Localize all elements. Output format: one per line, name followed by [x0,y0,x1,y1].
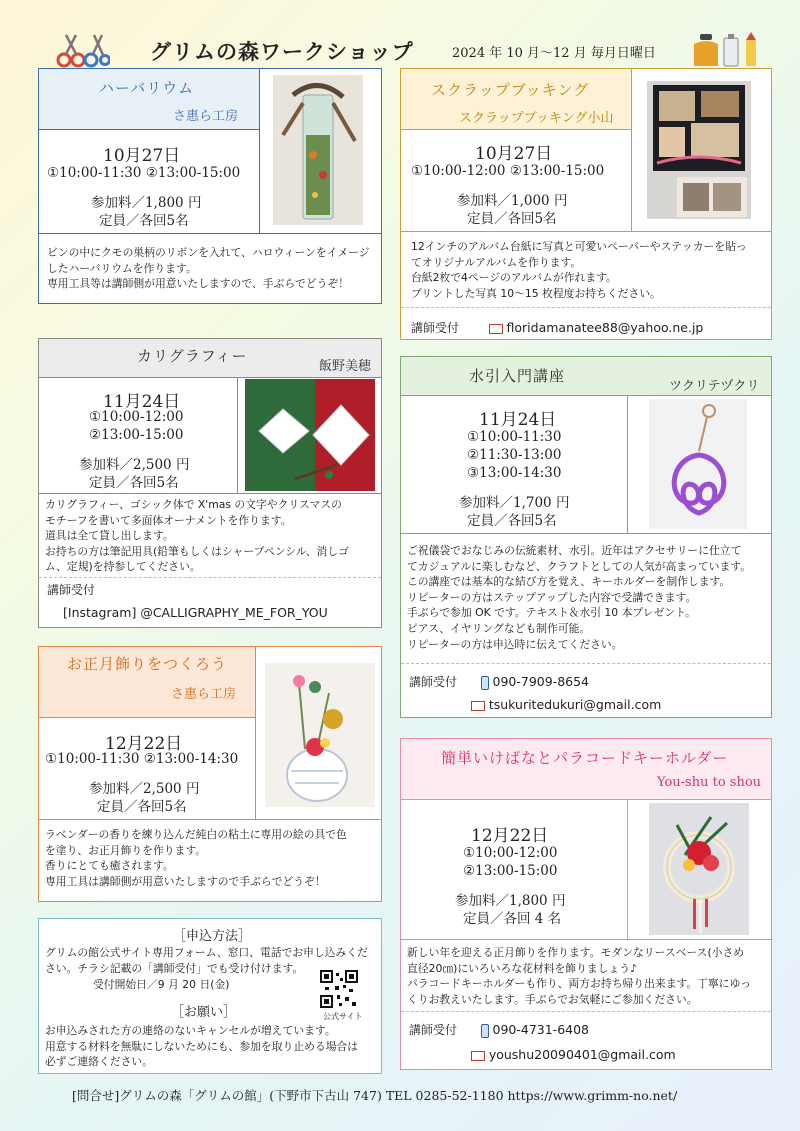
newyear-instructor: さ惠ら工房 [171,687,237,702]
mail-icon [471,701,485,711]
newyear-description: ラベンダーの香りを練り込んだ純白の粘土に専用の絵の具で色 を塗り、お正月飾りを作ります。 香りにとても癒されます。 専用工具は講師側が用意いたしますので手ぶらでどうぞ！ [45,828,347,888]
herbarium-title: ハーバリウム [99,79,195,97]
scissors-icon [56,32,110,68]
mizuhiki-time-1: ①10:00-11:30 [467,429,562,445]
mizuhiki-title: 水引入門講座 [469,367,566,385]
mail-icon [489,324,503,334]
ikebana-contact [409,1021,589,1038]
scrapbook-instructor: スクラップブッキング小山 [459,111,614,126]
calligraphy-card [38,338,382,628]
scrapbook-times: ①10:00-12:00 ②13:00-15:00 [411,163,605,179]
mizuhiki-fee: 参加料／1,700 円 [459,495,570,511]
newyear-title: お正月飾りをつくろう [67,655,228,673]
scrapbook-capacity: 定員／各回5名 [467,211,557,227]
mizuhiki-photo [649,399,747,529]
mail-icon [471,1051,485,1061]
herbarium-photo [273,75,363,225]
mizuhiki-time-3: ③13:00-14:30 [467,465,562,481]
ikebana-description: 新しい年を迎える正月飾りを作ります。モダンなリースベース(小さめ 直径20㎝)にいろいろな花材料を飾りましょう♪ パラコードキーホルダーも作り、両方お持ち帰り出来ます。丁寧にゆっ くりお教えいたします。手ぶらでお気軽にご参加ください。 [407,946,752,1006]
ikebana-photo [649,803,749,935]
calligraphy-time-2: ②13:00-15:00 [89,427,184,443]
scrapbook-description: 12インチのアルバム台紙に写真と可愛いペーパーやステッカーを貼っ てオリジナルアルバムを作ります。 台紙2枚で4ページのアルバムが作れます。 プリントした写真 10～15 枚程度お持ちください。 [411,240,747,300]
phone-icon [481,1024,489,1038]
herbarium-capacity: 定員／各回5名 [99,213,189,229]
apply-start-date: 受付開始日／9 月 20 日(金) [93,978,230,991]
mizuhiki-phone[interactable]: 090-7909-8654 [492,674,590,689]
calligraphy-title: カリグラフィー [137,347,248,365]
scrapbook-contact [411,319,703,336]
qr-label: 公式サイト [323,1012,363,1021]
calligraphy-contact-label: 講師受付 [47,583,96,597]
ikebana-time-1: ①10:00-12:00 [463,845,558,861]
calligraphy-capacity: 定員／各回5名 [89,475,179,491]
mizuhiki-email-row [471,697,661,712]
calligraphy-instructor: 飯野美穂 [319,359,372,374]
mizuhiki-description: ご祝儀袋でおなじみの伝統素材、水引。近年はアクセサリーに仕立て てカジュアルに楽しむなど、クラフトとしての人気が高まっています。 この講座では基本的な結び方を覚え、キーホルダーを制作します。 リピーターの方はステップアップした内容で受講できます。 手ぶらで参加 OK です。テキスト＆水引 10 本プレゼント。 ピアス、イヤリングなども制作可能。 リピーターの方は申込時に伝えてください。 [407,544,751,651]
calligraphy-description: カリグラフィー、ゴシック体で X'mas の文字やクリスマスの モチーフを書いて多面体オーナメントを作ります。 道具は全て貸し出します。 お持ちの方は筆記用具(鉛筆もしくはシャープペンシル、消しゴ ム、定規)を持参してください。 [45,498,349,574]
ikebana-date: 12月22日 [471,826,549,846]
apply-card [38,918,382,1074]
calligraphy-instagram[interactable]: [Instagram] @CALLIGRAPHY_ME_FOR_YOU [63,605,328,620]
ikebana-fee: 参加料／1,800 円 [455,893,566,909]
mizuhiki-card [400,356,772,718]
ikebana-email[interactable]: youshu20090401@gmail.com [488,1047,676,1062]
ikebana-capacity: 定員／各回 4 名 [463,911,562,927]
newyear-date: 12月22日 [105,734,183,754]
contact-label: 講師受付 [409,675,458,689]
apply-description: グリムの館公式サイト専用フォーム、窓口、電話でお申し込みくだ さい。チラシ記載の「講師受付」でも受け付けます。 [45,946,368,975]
ikebana-phone[interactable]: 090-4731-6408 [492,1022,590,1037]
scrapbook-photo [647,81,751,219]
herbarium-description: ビンの中にクモの巣柄のリボンを入れて、ハロウィーンをイメージ したハーバリウムを作ります。 専用工具等は講師側が用意いたしますので、手ぶらでどうぞ！ [47,246,370,291]
event-period: 2024 年 10 月～12 月 毎月日曜日 [452,46,656,61]
calligraphy-photo [245,379,375,491]
herbarium-date: 10月27日 [103,146,181,166]
craft-supplies-icon [690,30,770,70]
ikebana-title: 簡単いけばなとパラコードキーホルダー [441,749,729,767]
mizuhiki-instructor: ツクリテヅクリ [669,379,760,394]
mizuhiki-capacity: 定員／各回5名 [467,513,557,529]
newyear-fee: 参加料／2,500 円 [89,781,200,797]
footer-contact: [問合せ]グリムの森「グリムの館」(下野市下古山 747) TEL 0285-52-1180 https://www.grimm-no.net/ [72,1088,678,1103]
contact-label: 講師受付 [411,321,460,335]
ikebana-time-2: ②13:00-15:00 [463,863,558,879]
phone-icon [481,676,489,690]
mizuhiki-email[interactable]: tsukuritedukuri@gmail.com [488,697,662,712]
newyear-times: ①10:00-11:30 ②13:00-14:30 [45,751,239,767]
scrapbook-email[interactable]: floridamanatee88@yahoo.ne.jp [506,320,704,335]
scrapbook-fee: 参加料／1,000 円 [457,193,568,209]
ikebana-card [400,738,772,1070]
ikebana-email-row [471,1047,676,1062]
request-heading: ［お願い］ [171,1005,237,1020]
scrapbook-title: スクラップブッキング [431,81,590,99]
contact-label: 講師受付 [409,1023,458,1037]
calligraphy-date: 11月24日 [103,392,181,412]
apply-heading: ［申込方法］ [173,929,252,944]
newyear-card [38,646,382,902]
mizuhiki-time-2: ②11:30-13:00 [467,447,562,463]
calligraphy-fee: 参加料／2,500 円 [79,457,190,473]
page-title: グリムの森ワークショップ [150,39,414,64]
newyear-capacity: 定員／各回5名 [97,799,187,815]
herbarium-instructor: さ惠ら工房 [173,109,239,124]
scrapbook-card [400,68,772,340]
herbarium-fee: 参加料／1,800 円 [91,195,202,211]
request-description: お申込みされた方の連絡のないキャンセルが増えています。 用意する材料を無駄にしないためにも、参加を取り止める場合は 必ずご連絡ください。 [45,1024,359,1069]
mizuhiki-date: 11月24日 [479,410,557,430]
calligraphy-time-1: ①10:00-12:00 [89,409,184,425]
mizuhiki-contact [409,673,589,690]
qr-code[interactable] [319,969,359,1009]
herbarium-times: ①10:00-11:30 ②13:00-15:00 [47,165,241,181]
ikebana-instructor: You-shu to shou [657,775,762,790]
herbarium-card [38,68,382,304]
scrapbook-date: 10月27日 [475,144,553,164]
newyear-photo [265,663,375,807]
